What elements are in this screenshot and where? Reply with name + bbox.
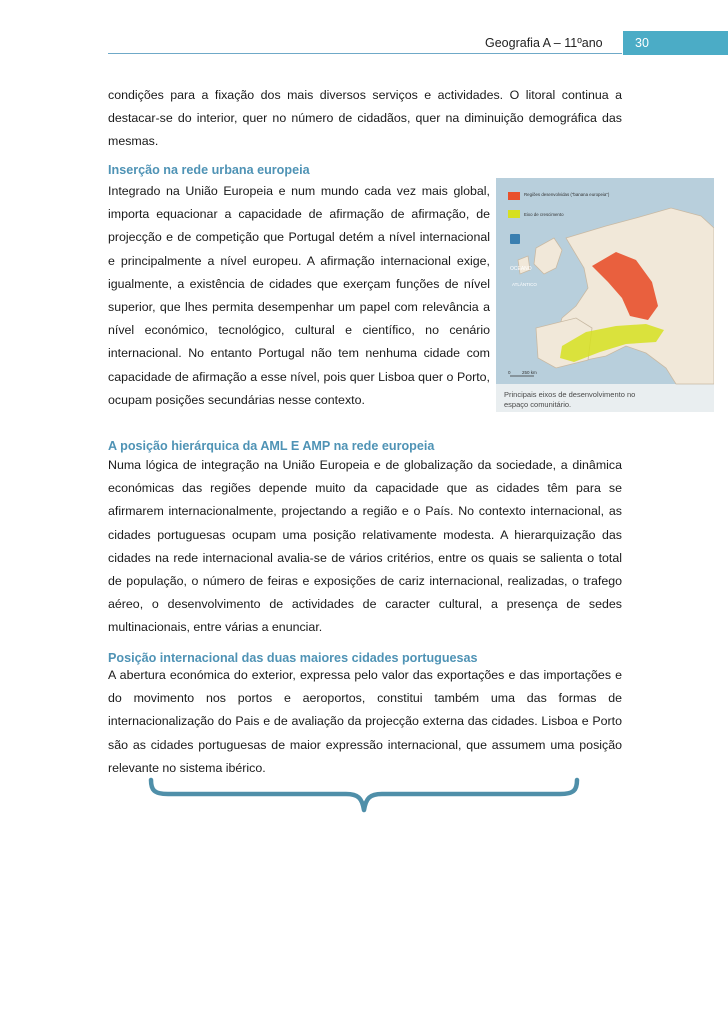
legend-yellow-swatch bbox=[508, 210, 520, 218]
page-number: 30 bbox=[623, 31, 728, 55]
ocean-label-2: ATLÂNTICO bbox=[512, 282, 537, 287]
map-caption-line2: espaço comunitário. bbox=[504, 400, 572, 409]
section-heading-hierarchy: A posição hierárquica da AML E AMP na rede europeia bbox=[108, 439, 435, 453]
section-body-international-position: A abertura económica do exterior, expressa pelo valor das exportações e das importações e do movimento nos portos e aeroportos, constitui também uma das formas de internacionalização do Pais e de avaliação da projecção externa das cidades. Lisboa e Porto são as cidades portuguesas de maior expressão internacional, que assumem uma posição relevante no sistema ibérico. bbox=[108, 668, 622, 775]
section-body-urban-network: Integrado na União Europeia e num mundo cada vez mais global, importa equacionar a capacidade de afirmação de afirmação, de projecção e de competição que Portugal detém a nível internacional e principalmente a nível europeu. A afirmação internacional exige, igualmente, a existência de cidades que exerçam funções de nível superior, que lhes permita desempenhar um papel com relevância a nível económico, tecnológico, cultural e científico, no cenário internacional. No entanto Portugal não tem nenhuma cidade com capacidade de afirmação a esse nível, pois quer Lisboa quer o Porto, ocupam posições secundárias nesse contexto. bbox=[108, 184, 490, 407]
section-body-hierarchy: Numa lógica de integração na União Europeia e de globalização da sociedade, a dinâmica económicas das regiões depende muito da capacidade que as cidades têm para se afirmarem internacionalmente, projectando a região e o País. No contexto internacional, as cidades portuguesas ocupam uma posição relativamente modesta. A hierarquização das cidades na rede internacional avalia-se de vários critérios, entre os quais se salienta o total de população, o número de feiras e exposições de cariz internacional, realizadas, o trafego aéreo, o desenvolvimento de actividades de caracter cultural, a presença de sedes multinacionais, entre várias a enunciar. bbox=[108, 458, 622, 635]
europe-development-axes-map bbox=[496, 178, 714, 412]
header-title: Geografia A – 11ºano bbox=[485, 36, 603, 50]
map-caption-line1: Principais eixos de desenvolvimento no bbox=[504, 390, 636, 399]
section-heading-urban-network: Inserção na rede urbana europeia bbox=[108, 163, 310, 177]
section-heading-international-position: Posição internacional das duas maiores cidades portuguesas bbox=[108, 651, 478, 665]
legend-red-label: Regiões desenvolvidas ("banana europeia") bbox=[524, 192, 610, 197]
publisher-logo-icon bbox=[510, 234, 520, 244]
scale-zero: 0 bbox=[508, 370, 511, 375]
ocean-label-1: OCEANO bbox=[510, 266, 532, 272]
scale-label: 250 km bbox=[522, 370, 537, 375]
intro-paragraph: condições para a fixação dos mais diversos serviços e actividades. O litoral continua a destacar-se do interior, quer no número de cidadãos, quer na diminuição demográfica das mesmas. bbox=[108, 88, 622, 149]
legend-yellow-label: Eixo de crescimento bbox=[524, 212, 564, 217]
header-rule bbox=[108, 53, 622, 54]
legend-red-swatch bbox=[508, 192, 520, 200]
decorative-brace bbox=[148, 776, 580, 816]
